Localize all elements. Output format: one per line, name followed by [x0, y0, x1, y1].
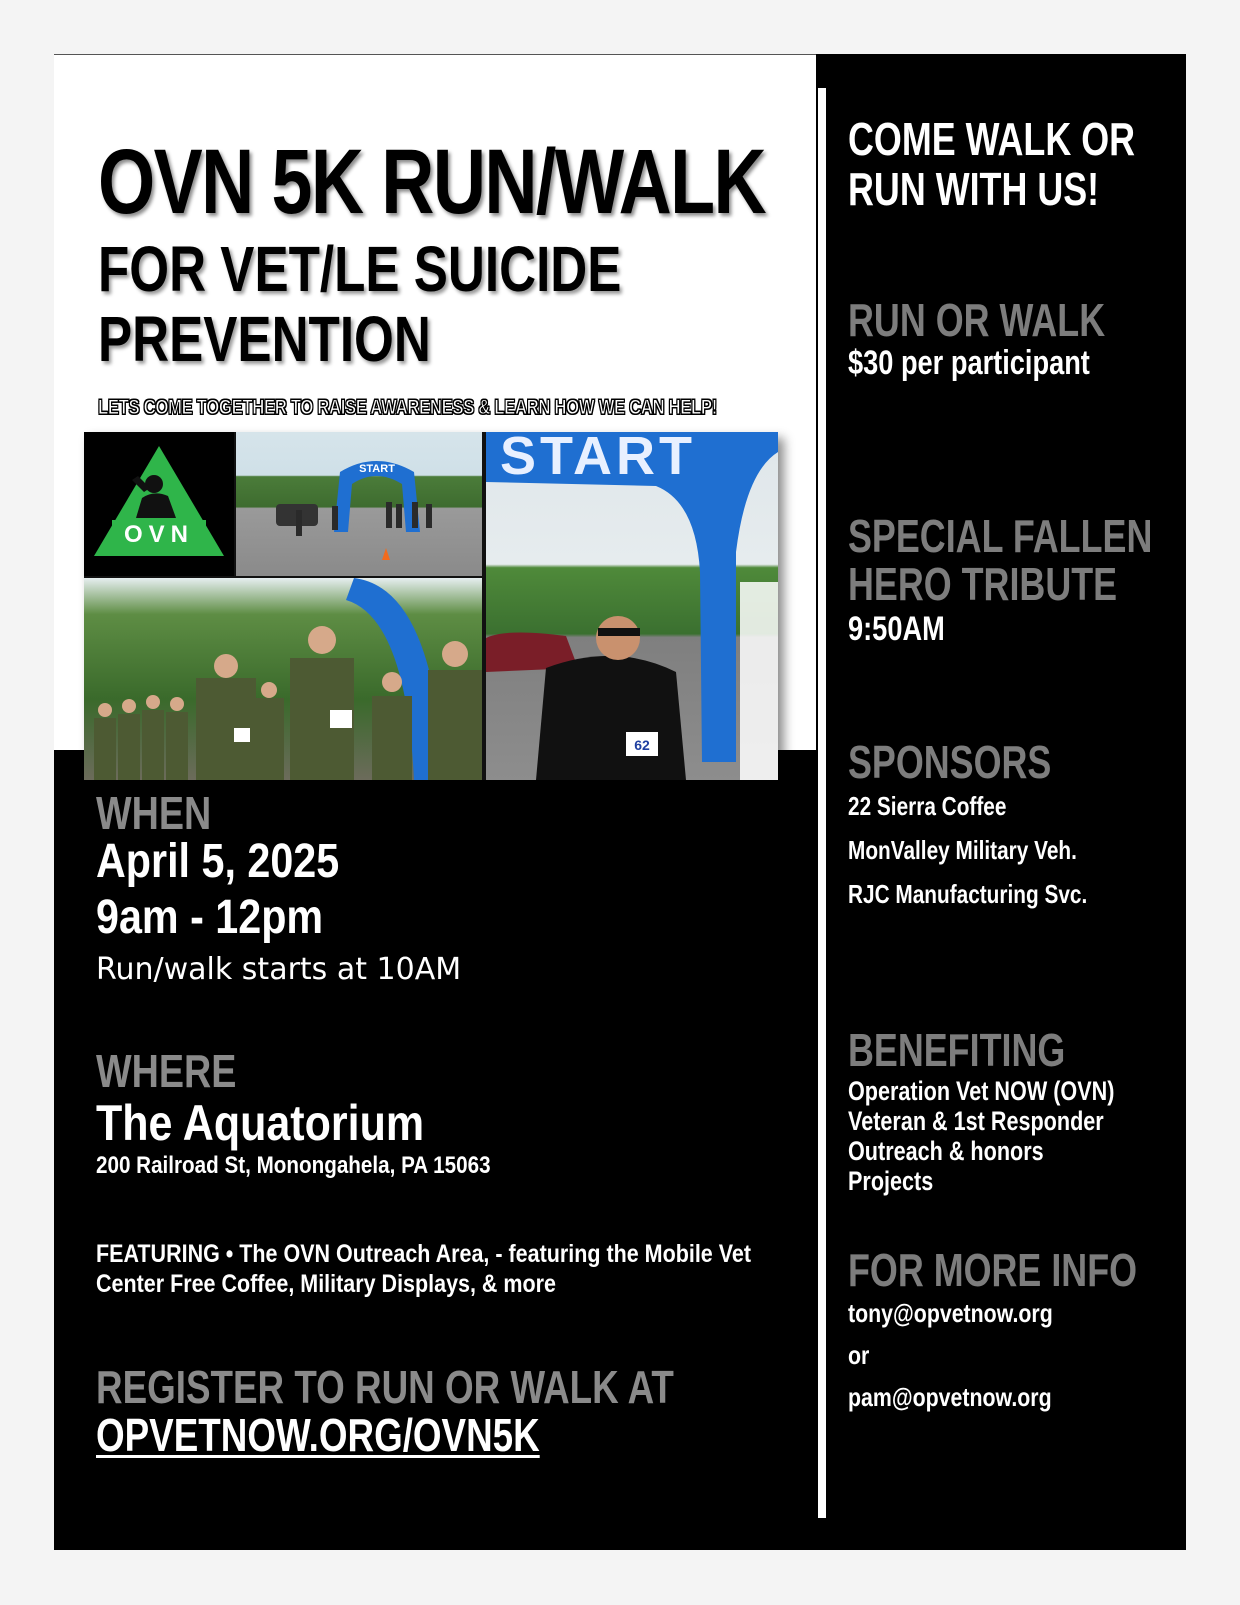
ovn-logo-text: OVN	[123, 521, 195, 548]
event-title: OVN 5K RUN/WALK	[98, 131, 766, 233]
venue-address: 200 Railroad St, Monongahela, PA 15063	[96, 1152, 491, 1179]
arch-start-text-small: START	[359, 463, 395, 475]
event-date: April 5, 2025	[96, 835, 340, 888]
benefit-line: Outreach & honors	[848, 1136, 1044, 1166]
benefit-line: Veteran & 1st Responder	[848, 1106, 1104, 1136]
contact-email-tony[interactable]: tony@opvetnow.org	[848, 1298, 1053, 1328]
sponsors-label: SPONSORS	[848, 736, 1052, 788]
featuring-text: FEATURING • The OVN Outreach Area, - featuring the Mobile Vet Center Free Coffee, Military Displays, & more	[96, 1240, 751, 1298]
when-label: WHEN	[96, 787, 212, 839]
contact-list	[848, 1292, 1098, 1418]
ovn-logo-icon	[84, 432, 234, 576]
photo-collage	[84, 432, 778, 780]
event-time: 9am - 12pm	[96, 891, 324, 944]
photo-start-arch	[236, 432, 482, 576]
subtitle-line-1: FOR VET/LE SUICIDE	[98, 233, 622, 305]
benefit-line: Operation Vet NOW (OVN)	[848, 1076, 1115, 1106]
start-note: Run/walk starts at 10AM	[96, 952, 462, 987]
tribute-time: 9:50AM	[848, 610, 945, 648]
tribute-label	[848, 512, 1152, 608]
subtitle-line-2: PREVENTION	[98, 303, 431, 375]
contact-separator: or	[848, 1340, 870, 1370]
benefit-line: Projects	[848, 1166, 934, 1196]
sponsor-item: 22 Sierra Coffee	[848, 791, 1007, 821]
column-divider	[818, 88, 826, 1518]
top-border-line	[54, 54, 816, 55]
venue-name: The Aquatorium	[96, 1095, 425, 1151]
sponsor-item: RJC Manufacturing Svc.	[848, 879, 1088, 909]
fee-label: RUN OR WALK	[848, 294, 1106, 346]
runner-bib-number: 62	[634, 737, 650, 753]
event-subtitle	[98, 234, 621, 374]
where-label: WHERE	[96, 1045, 237, 1097]
register-link[interactable]: OPVETNOW.ORG/OVN5K	[96, 1409, 540, 1461]
invite-heading	[848, 114, 1135, 214]
sponsor-list	[848, 784, 1147, 916]
tagline: LETS COME TOGETHER TO RAISE AWARENESS & LEARN HOW WE CAN HELP!	[98, 396, 717, 419]
benefit-label: BENEFITING	[848, 1024, 1066, 1076]
ovn-logo	[84, 432, 234, 576]
flyer	[54, 54, 1186, 1550]
invite-line-1: COME WALK OR	[848, 113, 1136, 165]
photo-runner-finish	[486, 432, 778, 780]
tribute-label-line-1: SPECIAL FALLEN	[848, 510, 1153, 562]
tribute-label-line-2: HERO TRIBUTE	[848, 558, 1118, 610]
photo-marines-running	[84, 578, 482, 780]
contact-email-pam[interactable]: pam@opvetnow.org	[848, 1382, 1052, 1412]
fee-value: $30 per participant	[848, 344, 1090, 382]
register-label: REGISTER TO RUN OR WALK AT	[96, 1361, 674, 1413]
invite-line-2: RUN WITH US!	[848, 163, 1100, 215]
arch-start-text-large: START	[500, 432, 696, 486]
info-label: FOR MORE INFO	[848, 1244, 1138, 1296]
sponsor-item: MonValley Military Veh.	[848, 835, 1077, 865]
benefit-text	[848, 1076, 1114, 1196]
